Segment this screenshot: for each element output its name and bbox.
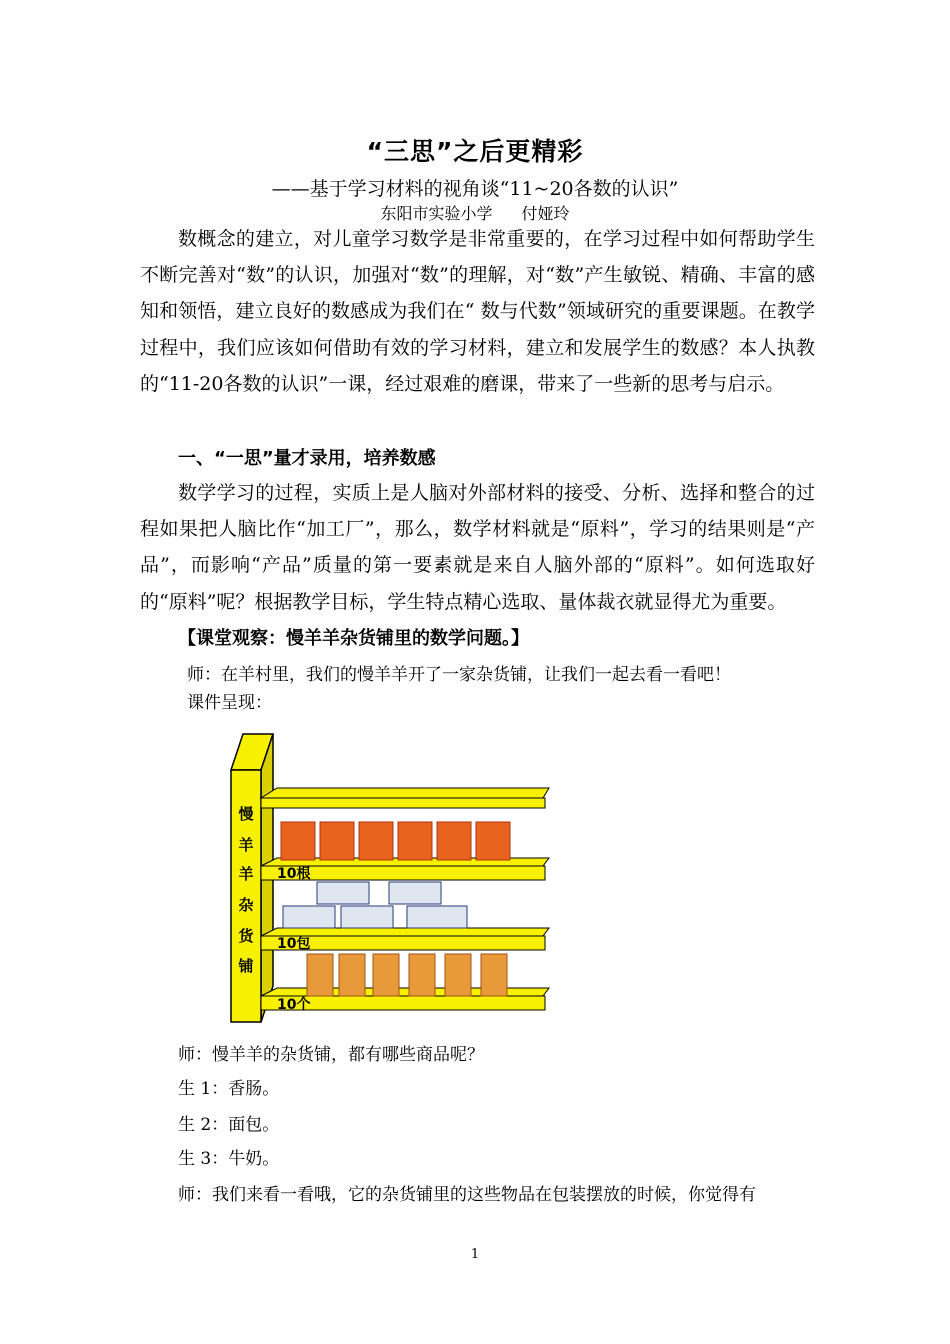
dialog-line-1: 师：慢羊羊的杂货铺，都有哪些商品呢？ bbox=[178, 1045, 484, 1065]
dialog-line-3: 生 2：面包。 bbox=[178, 1115, 280, 1135]
svg-text:羊: 羊 bbox=[238, 865, 254, 883]
label-10-bread: 10个 bbox=[277, 997, 311, 1013]
shelf-board-top bbox=[261, 788, 549, 808]
author-school: 东阳市实验小学 bbox=[380, 204, 493, 223]
intro-paragraph: 数概念的建立，对儿童学习数学是非常重要的，在学习过程中如何帮助学生不断完善对“数”的认识，加强对“数”的理解，对“数”产生敏锐、精确、丰富的感知和领悟，建立良好的数感成为我们在“ 数与代数”领域研究的重要课题。在教学过程中，我们应该如何借助有效的学习材料，建立和发展学生的数感？本人执教的“11-20各数的认识”一课，经过艰难的磨课，带来了一些新的思考与启示。 bbox=[140, 228, 815, 395]
svg-text:慢: 慢 bbox=[238, 805, 254, 823]
label-10-sausage: 10根 bbox=[277, 866, 311, 882]
courseware-label: 课件呈现： bbox=[187, 693, 272, 713]
svg-text:铺: 铺 bbox=[238, 957, 254, 975]
dialog-line-4: 生 3：牛奶。 bbox=[178, 1149, 280, 1169]
dialog-line-5: 师：我们来看一看哦，它的杂货铺里的这些物品在包装摆放的时候，你觉得有 bbox=[178, 1185, 756, 1205]
author-name: 付娅玲 bbox=[521, 204, 570, 223]
page-title: “三思”之后更精彩 bbox=[366, 137, 584, 166]
page-number: 1 bbox=[470, 1247, 480, 1262]
teacher-line: 师：在羊村里，我们的慢羊羊开了一家杂货铺，让我们一起去看一看吧！ bbox=[187, 665, 731, 685]
page-subtitle: ——基于学习材料的视角谈“11~20各数的认识” bbox=[271, 178, 679, 200]
observation-heading: 【课堂观察：慢羊羊杂货铺里的数学问题。】 bbox=[178, 628, 529, 649]
sausage-packs bbox=[281, 822, 510, 860]
svg-text:货: 货 bbox=[238, 927, 254, 945]
section-heading: 一、“一思”量才录用，培养数感 bbox=[178, 448, 436, 469]
dialog-line-2: 生 1：香肠。 bbox=[178, 1079, 280, 1099]
section-paragraph: 数学学习的过程，实质上是人脑对外部材料的接受、分析、选择和整合的过程如果把人脑比作“加工厂”，那么，数学材料就是“原料”，学习的结果则是“产品”，而影响“产品”质量的第一要素就是来自人脑外部的“原料”。如何选取好的“原料”呢？根据教学目标，学生特点精心选取、量体裁衣就显得尤为重要。 bbox=[140, 482, 815, 613]
svg-text:羊: 羊 bbox=[238, 836, 254, 854]
svg-text:杂: 杂 bbox=[238, 896, 254, 914]
label-10-milk: 10包 bbox=[277, 936, 311, 952]
milk-boxes bbox=[283, 882, 467, 928]
shelf-illustration bbox=[225, 732, 555, 1027]
